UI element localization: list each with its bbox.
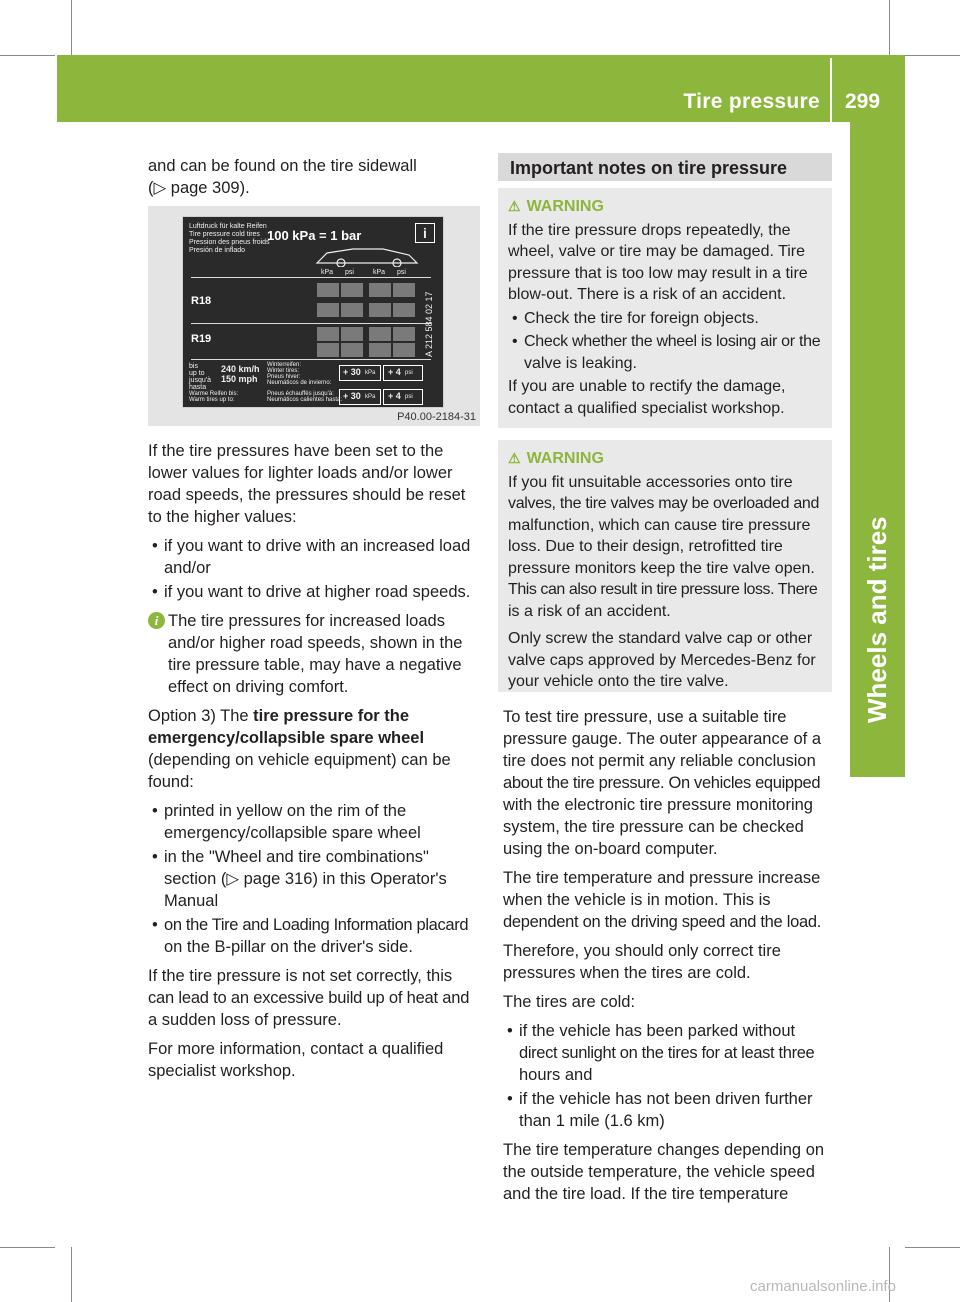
list-item: • Check the tire for foreign objects. (508, 308, 826, 330)
paragraph: If the tire pressure is not set correctly, this can lead to an excessive build up of heat and a sudden loss of pressure. (148, 967, 470, 1029)
info-icon: i (415, 223, 435, 243)
left-intro: and can be found on the tire sidewall (▷ page 309). (148, 157, 417, 197)
row-label-r18: R18 (191, 295, 212, 307)
paragraph: The tire temperature and pressure increase when the vehicle is in motion. This is dependent on the driving speed and the load. (503, 869, 821, 931)
list-item: • if you want to drive at higher road speeds. (148, 581, 483, 603)
crop-mark (0, 55, 55, 56)
warning-triangle-icon: ⚠ (508, 450, 521, 466)
paragraph: To test tire pressure, use a suitable tire pressure gauge. The outer appearance of a tire does not permit any reliable conclusion about the tire pressure. On vehicles equipped with the electronic tire pressure monitoring system, the tire pressure can be checked using the on-board computer. (503, 708, 822, 858)
crop-mark (0, 1247, 55, 1248)
left-body (148, 440, 483, 1089)
crop-mark (889, 0, 890, 55)
info-note: i The tire pressures for increased loads and/or higher road speeds, shown in the tire pressure table, may have a negative effect on driving comfort. (148, 610, 483, 698)
paragraph: Option 3) The tire pressure for the emergency/collapsible spare wheel (depending on vehicle equipment) can be found: (148, 707, 451, 791)
header-divider (830, 58, 832, 122)
warning-title: ⚠ WARNING (508, 450, 604, 467)
page-number: 299 (845, 90, 881, 113)
warning-triangle-icon: ⚠ (508, 198, 521, 214)
list-item: • on the Tire and Loading Information placard on the B-pillar on the driver's side. (148, 914, 483, 958)
crop-mark (71, 0, 72, 55)
section-heading: Important notes on tire pressure (498, 153, 832, 181)
figure-code: P40.00-2184-31 (397, 411, 476, 423)
tire-pressure-label-photo (148, 206, 480, 426)
crop-mark (905, 1247, 960, 1248)
info-icon: i (148, 612, 165, 629)
list-item: • if the vehicle has been parked without direct sunlight on the tires for at least three hours and (503, 1020, 838, 1086)
plate-equation: 100 kPa = 1 bar (267, 228, 362, 243)
part-number: A 212 584 02 17 (424, 291, 434, 357)
paragraph: The tires are cold: (503, 993, 636, 1011)
list-item: • if the vehicle has not been driven further than 1 mile (1.6 km) (503, 1088, 838, 1132)
row-label-r19: R19 (191, 333, 212, 345)
list-item: • in the "Wheel and tire combinations" section (▷ page 316) in this Operator's Manual (148, 846, 483, 912)
right-body (503, 706, 838, 1212)
crop-mark (71, 1247, 72, 1302)
watermark: carmanualsonline.info (750, 1278, 896, 1295)
paragraph: For more information, contact a qualified specialist workshop. (148, 1040, 444, 1080)
tire-pressure-plate: Luftdruck für kalte Reifen Tire pressure cold tires Pression des pneus froids Presión de inflado 100 kPa = 1 bar i kPa psi kPa psi R18 R19 bis up to jusqu'à hasta 240 km/h 150 mph Winterreifen: Winter tires: Pneus hiver: Neumáticos de invierno: Warme Reifen bis: Warm tires up to: Pneus échauffés jusqu'à: Neumáticos calientes hasta: + 30 kPa + 4 psi + 30 kPa + 4 psi A 212 584 02 17 (182, 216, 444, 408)
list-item: • Check whether the wheel is losing air or the valve is leaking. (508, 331, 826, 374)
section-tab-label: Wheels and tires (862, 516, 892, 723)
warning-box: ⚠ WARNING If the tire pressure drops repeatedly, the wheel, valve or tire may be damaged. Tire pressure that is too low may result in a tire blow-out. There is a risk of an accident. • Check the tire for foreign objects. • Check whether the wheel is losing air or the valve is leaking. If you are unable to rectify the damage, contact a qualified specialist workshop. (498, 188, 832, 428)
paragraph: If the tire pressures have been set to the lower values for lighter loads and/or lower road speeds, the pressures should be reset to the higher values: (148, 442, 466, 526)
warning-box: ⚠ WARNING If you fit unsuitable accessories onto tire valves, the tire valves may be overloaded and malfunction, which can cause tire pressure loss. Due to their design, retrofitted tire pressure monitors keep the tire valve open. This can also result in tire pressure loss. There is a risk of an accident. Only screw the standard valve cap or other valve caps approved by Mercedes-Benz for your vehicle onto the tire valve. (498, 440, 832, 692)
paragraph: Therefore, you should only correct tire pressures when the tires are cold. (503, 942, 781, 982)
car-silhouette-icon (313, 243, 423, 267)
list-item: • if you want to drive with an increased load and/or (148, 535, 483, 579)
list-item: • printed in yellow on the rim of the emergency/collapsible spare wheel (148, 800, 483, 844)
crop-mark (905, 55, 960, 56)
paragraph: The tire temperature changes depending on the outside temperature, the vehicle speed and the tire load. If the tire temperature (503, 1141, 825, 1203)
page-title: Tire pressure (683, 90, 820, 113)
warning-title: ⚠ WARNING (508, 198, 604, 215)
